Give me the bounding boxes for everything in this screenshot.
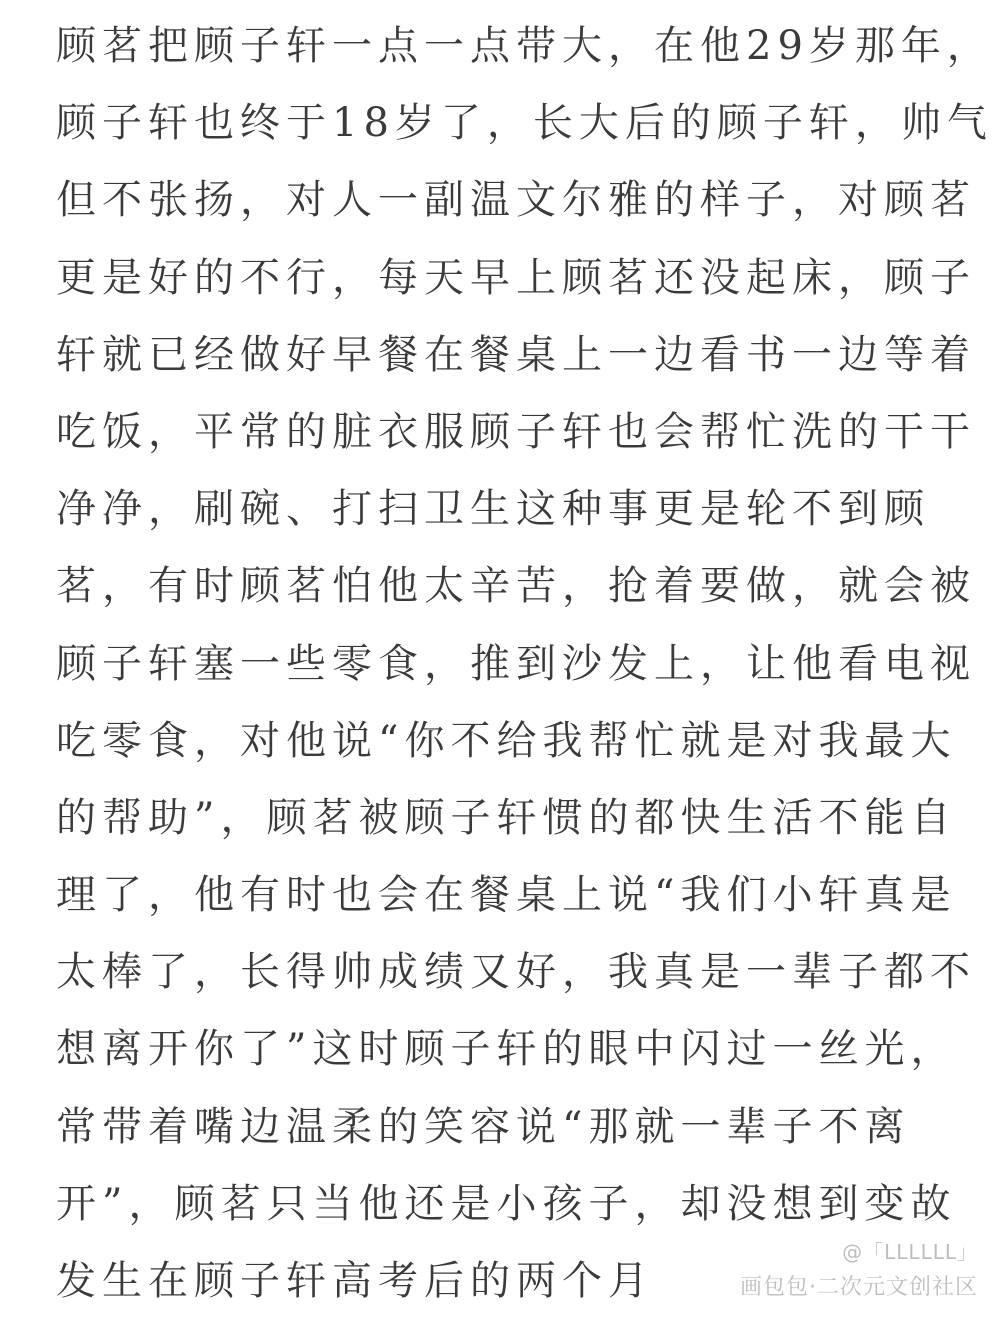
body-text xyxy=(56,8,993,1320)
text-line: 但不张扬，对人一副温文尔雅的样子，对顾茗 xyxy=(56,177,976,224)
text-line: 的帮助”，顾茗被顾子轩惯的都快生活不能自 xyxy=(56,794,957,841)
watermark-username: @「LLLLLL」 xyxy=(842,1240,978,1264)
text-line: 更是好的不行，每天早上顾茗还没起床，顾子 xyxy=(56,254,976,301)
text-line: 顾子轩也终于18岁了，长大后的顾子轩，帅气 xyxy=(56,100,993,147)
text-line: 轩就已经做好早餐在餐桌上一边看书一边等着 xyxy=(56,331,976,378)
text-line: 吃饭，平常的脏衣服顾子轩也会帮忙洗的干干 xyxy=(56,408,976,455)
text-line: 常带着嘴边温柔的笑容说“那就一辈子不离 xyxy=(56,1103,911,1150)
text-line: 发生在顾子轩高考后的两个月 xyxy=(56,1258,654,1304)
text-line: 太棒了，长得帅成绩又好，我真是一辈子都不 xyxy=(56,949,976,996)
text-line: 净净，刷碗、打扫卫生这种事更是轮不到顾 xyxy=(56,486,930,533)
text-line: 吃零食，对他说“你不给我帮忙就是对我最大 xyxy=(56,717,957,764)
watermark-site-name: 画包包·二次元文创社区 xyxy=(740,1275,978,1300)
text-line: 理了，他有时也会在餐桌上说“我们小轩真是 xyxy=(56,872,957,919)
text-line: 茗，有时顾茗怕他太辛苦，抢着要做，就会被 xyxy=(56,563,976,610)
text-line: 开”，顾茗只当他还是小孩子，却没想到变故 xyxy=(56,1180,957,1227)
text-line: 想离开你了”这时顾子轩的眼中闪过一丝光， xyxy=(56,1026,957,1073)
text-line: 顾子轩塞一些零食，推到沙发上，让他看电视 xyxy=(56,640,976,687)
text-line: 顾茗把顾子轩一点一点带大，在他29岁那年， xyxy=(56,23,993,69)
